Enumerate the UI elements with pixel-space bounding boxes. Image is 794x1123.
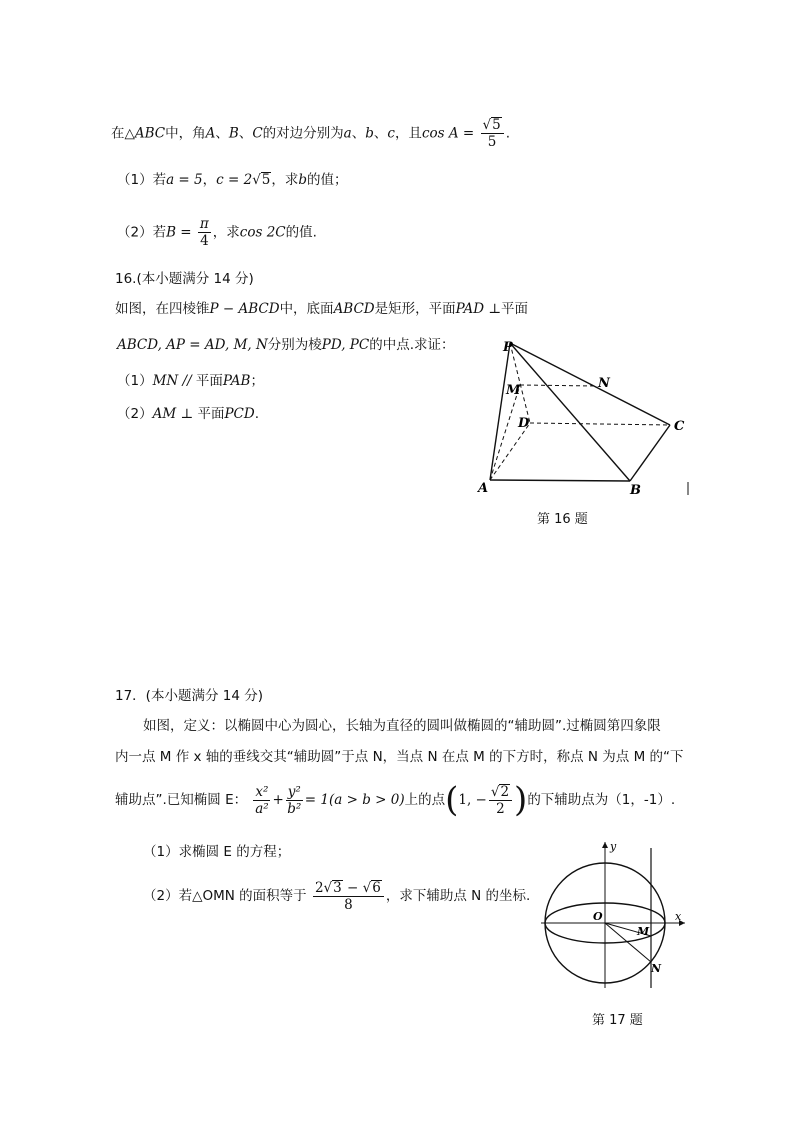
edge-PC xyxy=(510,343,670,425)
label-O: O xyxy=(593,910,603,923)
y2-over-b2: $\frac{\text{y²}}{\text{b²}}$ xyxy=(287,783,302,817)
p15-stem: 在△ABC中，角A、B、C的对边分别为a、b、c，且cos A = $\frac{√5}{5}$ . xyxy=(111,117,510,150)
p17-line2: 内一点 M 作 x 轴的垂线交其“辅助圆”于点 N，当点 N 在点 M 的下方时，称点 N 为点 M 的“下 xyxy=(115,749,684,765)
edge-DC xyxy=(530,423,670,425)
sqrt2-over-2: $\frac{√2}{2}$ xyxy=(489,784,512,817)
p17-line3: 辅助点”.已知椭圆 E： $\frac{\text{x²}}{\text{a²}}$ + $\frac{\text{y²}}{\text{b²}}$ = 1(a > b > 0)上的点(1, − $\frac{√2}{2}$ )的下辅助点为（1，-1）. xyxy=(115,780,676,820)
label-C: C xyxy=(674,419,685,434)
label-N: N xyxy=(598,376,610,391)
edge-PA xyxy=(490,343,510,480)
label-M: M xyxy=(506,383,521,398)
label-B: B xyxy=(630,483,641,498)
fig16-caption: 第 16 题 xyxy=(537,512,588,527)
y-arrow xyxy=(602,842,608,848)
x2-over-a2: $\frac{\text{x²}}{\text{a²}}$ xyxy=(255,783,269,817)
label-D: D xyxy=(518,416,530,431)
p17-line1: 如图，定义：以椭圆中心为圆心，长轴为直径的圆叫做椭圆的“辅助圆”.过椭圆第四象限 xyxy=(143,718,661,734)
ellipse-figure xyxy=(535,838,695,998)
fig17-caption: 第 17 题 xyxy=(592,1013,643,1028)
edge-PB xyxy=(510,343,630,481)
edge-AB xyxy=(490,480,630,481)
segment-AM xyxy=(490,385,520,480)
cosA-fraction: $\frac{√5}{5}$ xyxy=(481,117,504,150)
label-y: y xyxy=(610,840,617,853)
label-P: P xyxy=(503,340,513,355)
p15-q2: （2）若B = $\frac{\pi}{4}$ ，求cos 2C的值. xyxy=(117,216,317,249)
p16-line1: 如图，在四棱锥P − ABCD中，底面ABCD是矩形，平面PAD ⊥平面 xyxy=(115,301,529,317)
label-N: N xyxy=(651,962,662,975)
label-x: x xyxy=(675,910,682,923)
p17-q1: （1）求椭圆 E 的方程； xyxy=(143,844,291,860)
p16-q1: （1）MN // 平面PAB； xyxy=(117,373,264,389)
edge-BC xyxy=(630,425,670,481)
segment-MN xyxy=(520,385,596,386)
label-A: A xyxy=(478,481,489,496)
p15-q1: （1）若a = 5，c = 2√5，求b的值； xyxy=(117,172,348,188)
p16-q2: （2）AM ⊥ 平面PCD. xyxy=(117,406,259,422)
pyramid-figure xyxy=(470,330,700,505)
p16-line2: ABCD, AP = AD, M, N分别为棱PD, PC的中点.求证： xyxy=(117,337,455,353)
label-M: M xyxy=(637,925,650,938)
p17-header: 17．(本小题满分 14 分) xyxy=(115,688,263,704)
edge-AD xyxy=(490,423,530,480)
pi-over-4: $\frac{\pi}{4}$ xyxy=(199,216,209,249)
area-fraction: $\frac{2√3 - √6}{8}$ xyxy=(313,880,384,913)
p16-header: 16.(本小题满分 14 分) xyxy=(115,271,254,287)
p17-q2: （2）若△OMN 的面积等于 $\frac{2√3 - √6}{8}$ ，求下辅助点 N 的坐标. xyxy=(143,879,531,913)
